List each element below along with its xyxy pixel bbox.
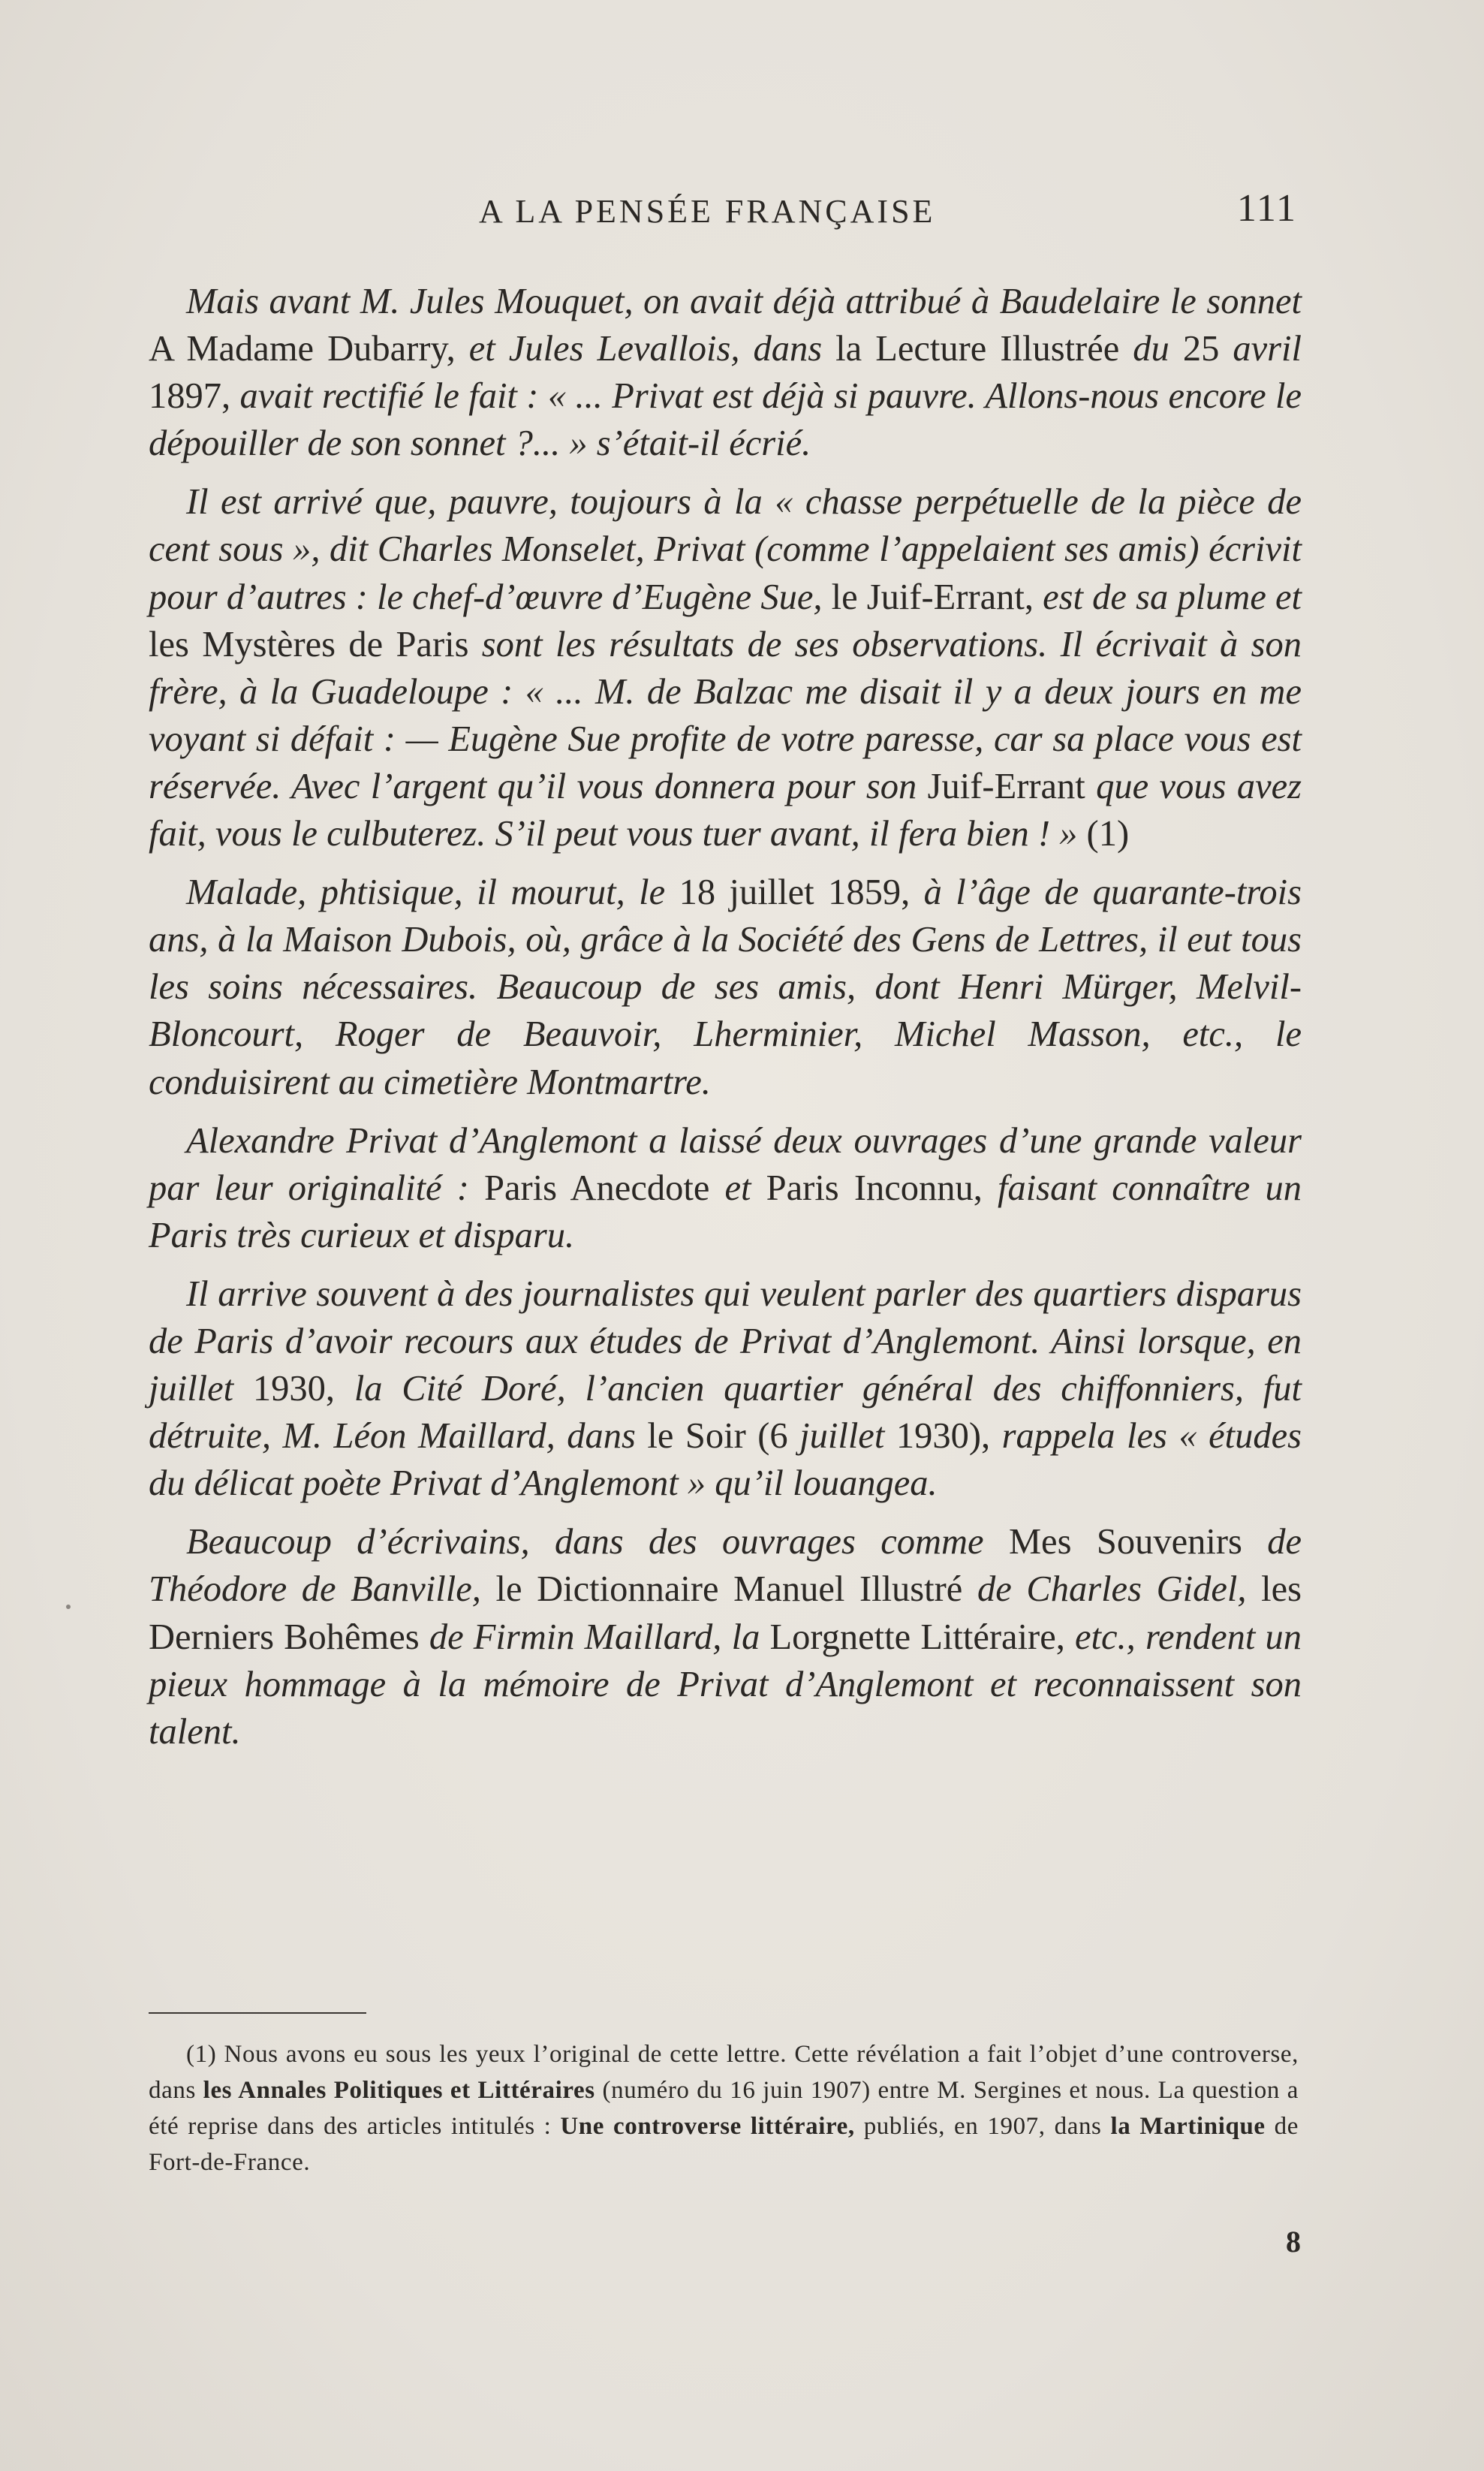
footnote-ref: (1) <box>1086 814 1130 854</box>
paragraph-3: Malade, phtisique, il mourut, le 18 juillet 1859, à l’âge de quarante-trois ans, à la Maison Dubois, où, grâce à la Société des Gens de Lettres, il eut tous les soins nécessaires. Beaucoup de ses amis, dont Henri Mürger, Melvil-Bloncourt, Roger de Beauvoir, Lherminier, Michel Masson, etc., le conduisirent au cimetière Montmartre. <box>149 872 1302 1102</box>
paragraph-5: Il arrive souvent à des journalistes qui veulent parler des quartiers disparus de Paris d’avoir recours aux études de Privat d’Anglemont. Ainsi lorsque, en juillet 1930, la Cité Doré, l’ancien quartier général des chiffonniers, fut détruite, M. Léon Maillard, dans le Soir (6 juillet 1930), rappela les « études du délicat poète Privat d’Anglemont » qu’il louangea. <box>149 1273 1302 1504</box>
paragraph-4: Alexandre Privat d’Anglemont a laissé deux ouvrages d’une grande valeur par leur originalité : Paris Anecdote et Paris Inconnu, faisant connaître un Paris très curieux et disparu. <box>149 1120 1302 1255</box>
paragraph-2: Il est arrivé que, pauvre, toujours à la « chasse perpétuelle de la pièce de cent sous », dit Charles Monselet, Privat (comme l’appelaient ses amis) écrivit pour d’autres : le chef-d’œuvre d’Eugène Sue, le Juif-Errant, est de sa plume et les Mystères de Paris sont les résultats de ses observations. Il écrivait à son frère, à la Guadeloupe : « ... M. de Balzac me disait il y a deux jours en me voyant si défait : — Eugène Sue profite de votre paresse, car sa place vous est réservée. Avec l’argent qu’il vous donnera pour son Juif-Errant que vous avez fait, vous le culbuterez. S’il peut vous tuer avant, il fera bien ! » (1) <box>149 482 1302 854</box>
page-header <box>149 186 1297 239</box>
footnote: (1) Nous avons eu sous les yeux l’original de cette lettre. Cette révélation a fait l’objet d’une controverse, dans les Annales Politiques et Littéraires (numéro du 16 juin 1907) entre M. Sergines et nous. La question a été reprise dans des articles intitulés : Une controverse littéraire, publiés, en 1907, dans la Martinique de Fort-de-France. <box>149 2041 1299 2176</box>
paper-speck <box>66 1605 71 1609</box>
paragraph-6: Beaucoup d’écrivains, dans des ouvrages comme Mes Souvenirs de Théodore de Banville, le Dictionnaire Manuel Illustré de Charles Gidel, les Derniers Bohêmes de Firmin Maillard, la Lorgnette Littéraire, etc., rendent un pieux hommage à la mémoire de Privat d’Anglemont et reconnaissent son talent. <box>149 1522 1302 1752</box>
running-head: A LA PENSÉE FRANÇAISE <box>479 193 936 230</box>
paragraph-1: Mais avant M. Jules Mouquet, on avait déjà attribué à Baudelaire le sonnet A Madame Dubarry, et Jules Levallois, dans la Lecture Illustrée du 25 avril 1897, avait rectifié le fait : « ... Privat est déjà si pauvre. Allons-nous encore le dépouiller de son sonnet ?... » s’était-il écrié. <box>149 282 1302 464</box>
body-text <box>149 278 1302 1755</box>
page-number: 111 <box>1236 187 1297 230</box>
footnote-divider <box>149 2012 366 2014</box>
signature-mark: 8 <box>1286 2225 1301 2259</box>
